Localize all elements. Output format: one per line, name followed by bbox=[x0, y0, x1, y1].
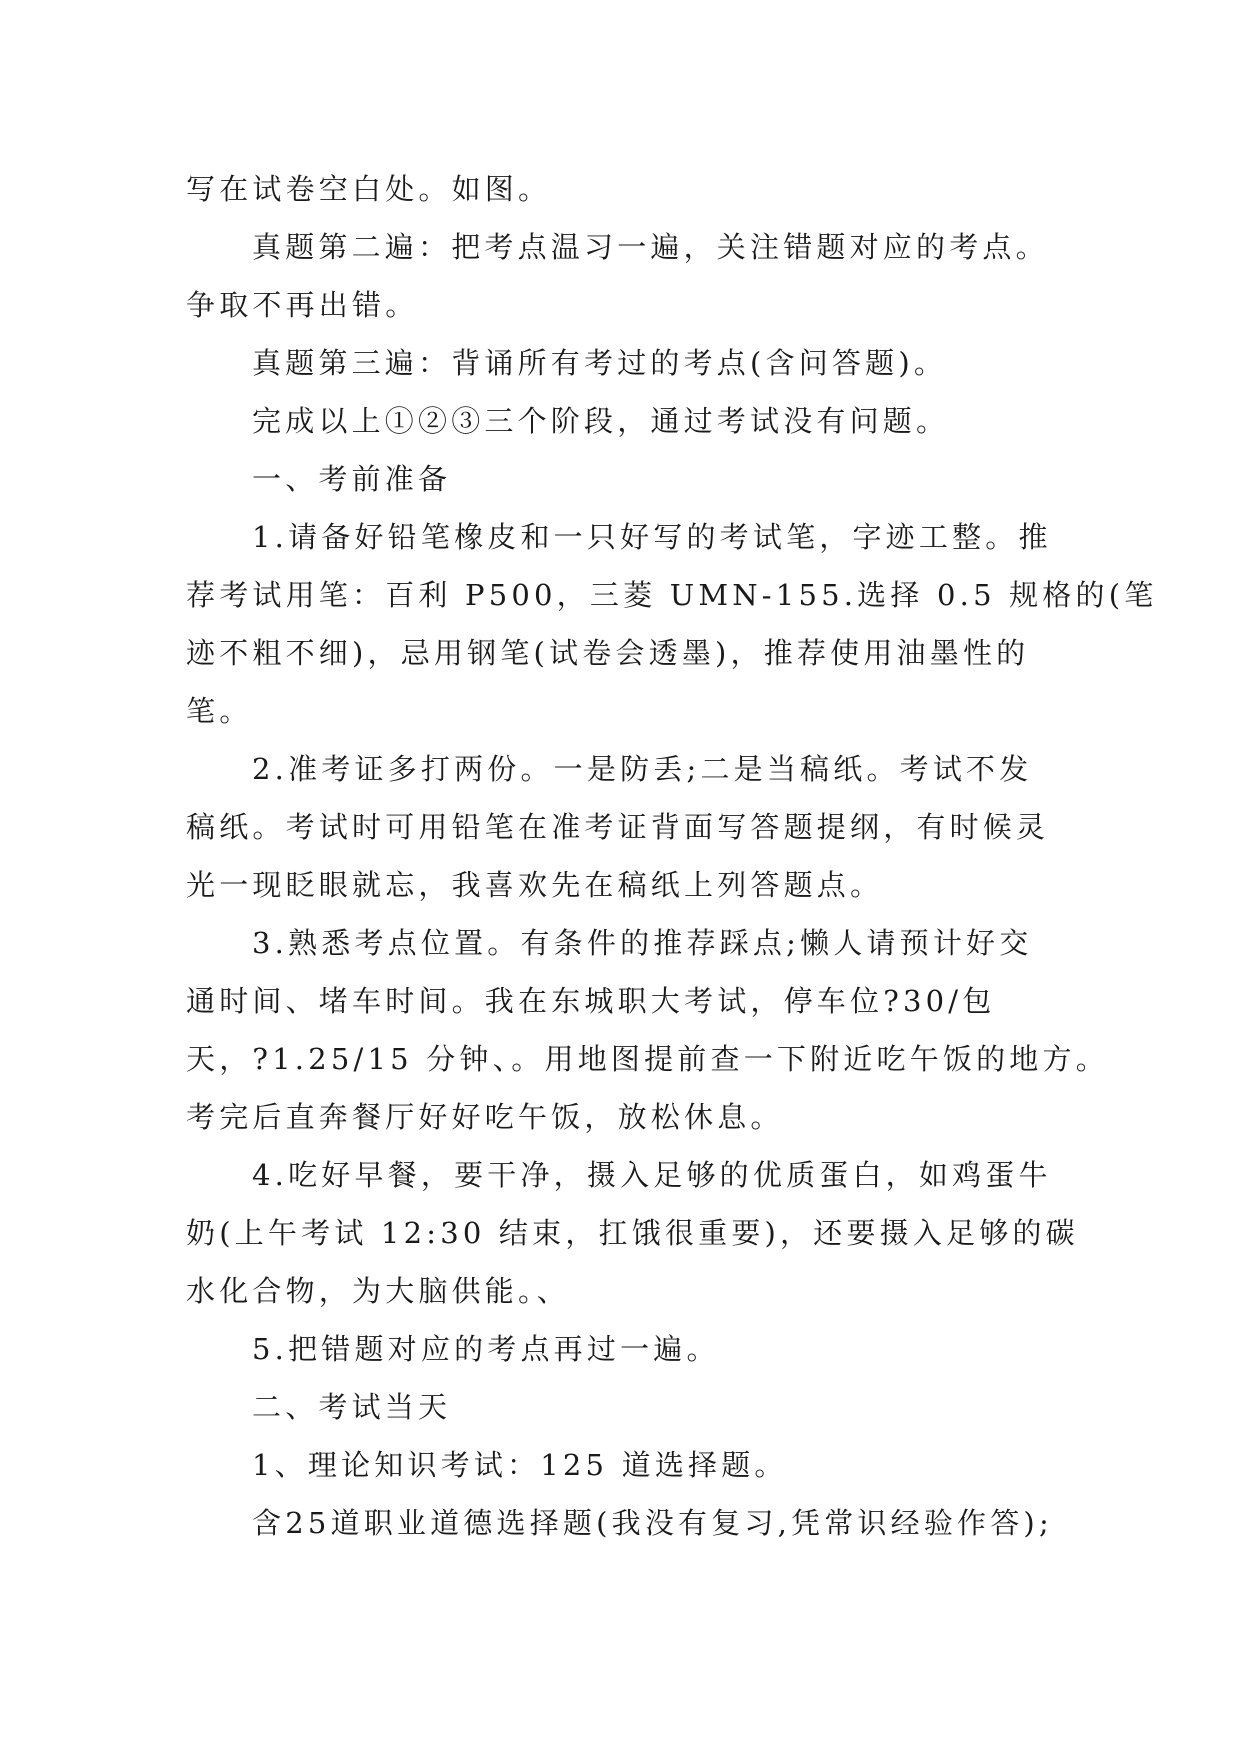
document-body bbox=[186, 160, 1158, 1552]
section-heading: 二、考试当天 bbox=[252, 1390, 452, 1424]
text-line: 笔。 bbox=[186, 694, 253, 728]
text-line: 争取不再出错。 bbox=[186, 288, 419, 322]
text-line: 迹不粗不细)，忌用钢笔(试卷会透墨)，推荐使用油墨性的 bbox=[186, 636, 1030, 670]
text-line: 奶(上午考试 12:30 结束，扛饿很重要)，还要摄入足够的碳 bbox=[186, 1216, 1079, 1250]
section-heading: 一、考前准备 bbox=[252, 462, 452, 496]
text-line: 1.请备好铅笔橡皮和一只好写的考试笔，字迹工整。推 bbox=[252, 520, 1052, 554]
text-line: 光一现眨眼就忘，我喜欢先在稿纸上列答题点。 bbox=[186, 868, 884, 902]
text-line: 天，?1.25/15 分钟、。用地图提前查一下附近吃午饭的地方。 bbox=[186, 1042, 1109, 1076]
text-line: 5.把错题对应的考点再过一遍。 bbox=[252, 1332, 720, 1366]
text-line: 写在试卷空白处。如图。 bbox=[186, 172, 552, 206]
text-line: 通时间、堵车时间。我在东城职大考试，停车位?30/包 bbox=[186, 984, 996, 1018]
text-line: 考完后直奔餐厅好好吃午饭，放松休息。 bbox=[186, 1100, 784, 1134]
text-line: 1、理论知识考试：125 道选择题。 bbox=[252, 1448, 788, 1482]
text-line: 完成以上①②③三个阶段，通过考试没有问题。 bbox=[252, 404, 950, 438]
text-line: 稿纸。考试时可用铅笔在准考证背面写答题提纲，有时候灵 bbox=[186, 810, 1050, 844]
text-line: 水化合物，为大脑供能。、 bbox=[186, 1274, 570, 1308]
text-line: 含25道职业道德选择题(我没有复习,凭常识经验作答); bbox=[252, 1506, 1053, 1540]
text-line: 4.吃好早餐，要干净，摄入足够的优质蛋白，如鸡蛋牛 bbox=[252, 1158, 1052, 1192]
text-line: 3.熟悉考点位置。有条件的推荐踩点;懒人请预计好交 bbox=[252, 926, 1033, 960]
text-line: 2.准考证多打两份。一是防丢;二是当稿纸。考试不发 bbox=[252, 752, 1033, 786]
text-line: 荐考试用笔：百利 P500，三菱 UMN-155.选择 0.5 规格的(笔 bbox=[186, 578, 1158, 612]
text-line: 真题第二遍：把考点温习一遍，关注错题对应的考点。 bbox=[252, 230, 1049, 264]
text-line: 真题第三遍：背诵所有考过的考点(含问答题)。 bbox=[252, 346, 948, 380]
